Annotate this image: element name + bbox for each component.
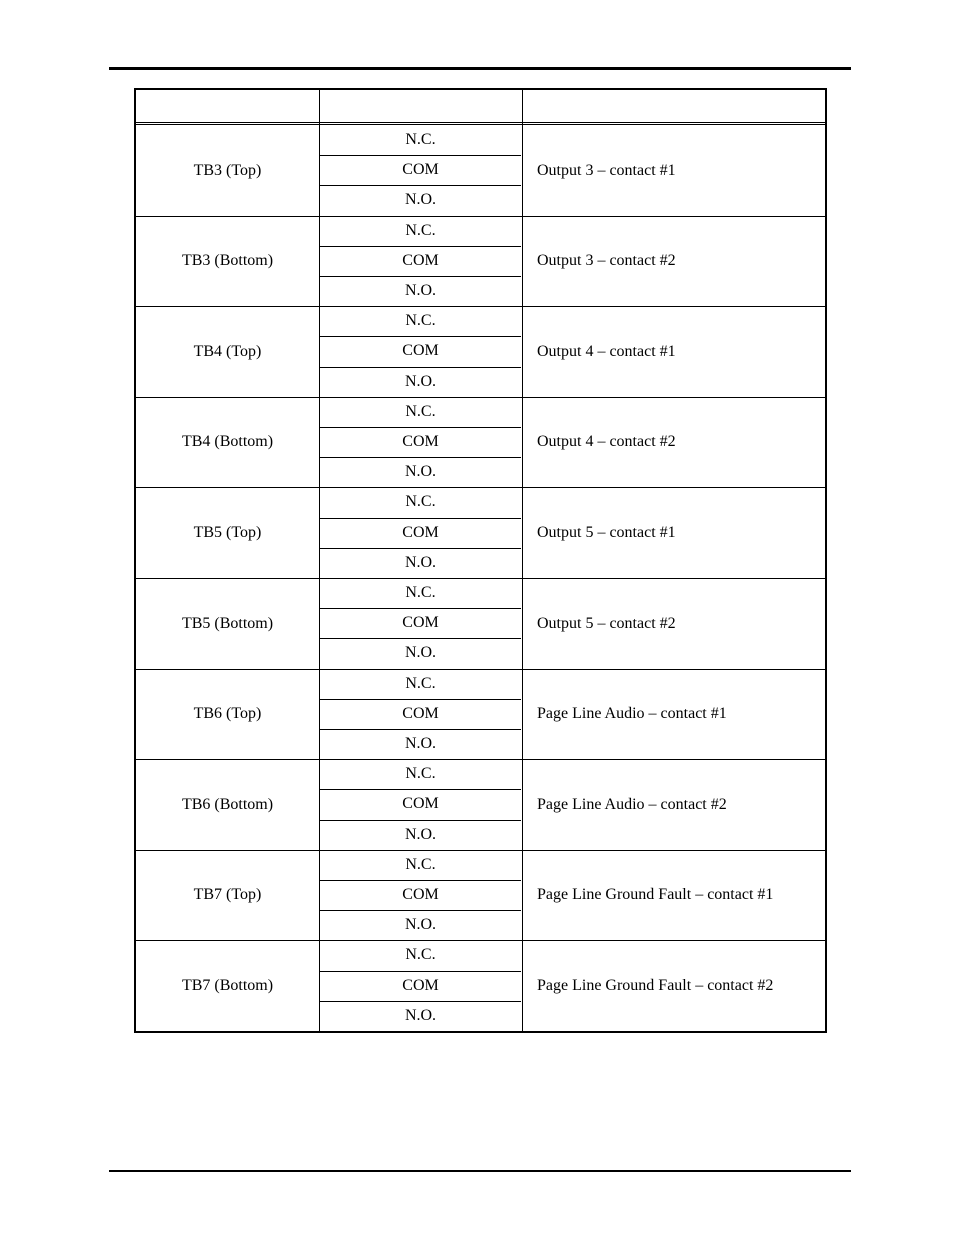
contact-cell: N.C. xyxy=(405,946,436,964)
contact-cell: N.O. xyxy=(404,553,437,571)
description-cell: Page Line Audio – contact #2 xyxy=(537,795,727,813)
contact-cell: N.C. xyxy=(405,312,436,330)
contact-cell: COM xyxy=(402,885,439,903)
contact-divider xyxy=(320,246,521,247)
contact-cell: COM xyxy=(402,251,439,269)
contact-cell: COM xyxy=(402,432,439,450)
contact-divider xyxy=(320,971,521,972)
contact-divider xyxy=(320,820,521,821)
contact-cell: N.C. xyxy=(405,493,436,511)
table-row xyxy=(136,487,825,578)
contact-cell: COM xyxy=(402,614,439,632)
table-header-row xyxy=(136,90,825,122)
terminal-table xyxy=(134,88,827,1033)
contact-cell: N.O. xyxy=(404,281,437,299)
contact-divider xyxy=(320,155,521,156)
contact-cell: N.O. xyxy=(404,463,437,481)
contact-cell: N.O. xyxy=(404,644,437,662)
contact-cell: N.C. xyxy=(405,674,436,692)
terminal-cell: TB6 (Bottom) xyxy=(181,795,274,813)
table-row xyxy=(136,306,825,397)
contact-divider xyxy=(320,457,521,458)
contact-cell: COM xyxy=(402,704,439,722)
table-row xyxy=(136,850,825,941)
contact-divider xyxy=(320,185,521,186)
description-cell: Output 3 – contact #1 xyxy=(537,161,676,179)
contact-cell: COM xyxy=(402,523,439,541)
contact-divider xyxy=(320,427,521,428)
contact-cell: N.C. xyxy=(405,855,436,873)
contact-cell: N.O. xyxy=(404,734,437,752)
terminal-cell: TB5 (Bottom) xyxy=(181,614,274,632)
contact-cell: N.C. xyxy=(405,221,436,239)
footer-rule xyxy=(109,1170,851,1172)
contact-divider xyxy=(320,910,521,911)
terminal-cell: TB4 (Top) xyxy=(193,342,262,360)
contact-cell: N.C. xyxy=(405,584,436,601)
terminal-cell: TB7 (Top) xyxy=(193,886,262,904)
description-cell: Output 4 – contact #2 xyxy=(537,433,676,451)
contact-cell: N.O. xyxy=(404,191,437,209)
contact-cell: N.O. xyxy=(404,825,437,843)
header-cell-description xyxy=(521,90,825,122)
contact-divider xyxy=(320,1001,521,1002)
contact-divider xyxy=(320,367,521,368)
contact-cell: N.O. xyxy=(404,916,437,934)
terminal-cell: TB3 (Top) xyxy=(193,161,262,179)
description-cell: Page Line Ground Fault – contact #2 xyxy=(537,976,774,994)
description-cell: Output 4 – contact #1 xyxy=(537,342,676,360)
contact-divider xyxy=(320,276,521,277)
contact-divider xyxy=(320,699,521,700)
table-row xyxy=(136,669,825,760)
contact-cell: N.C. xyxy=(405,402,436,420)
description-cell: Output 5 – contact #1 xyxy=(537,523,676,541)
contact-divider xyxy=(320,789,521,790)
terminal-cell: TB7 (Bottom) xyxy=(181,976,274,994)
terminal-cell: TB4 (Bottom) xyxy=(181,433,274,451)
description-cell: Output 5 – contact #2 xyxy=(537,614,676,632)
table-row xyxy=(136,940,825,1031)
contact-divider xyxy=(320,548,521,549)
description-cell: Output 3 – contact #2 xyxy=(537,252,676,270)
header-cell-terminal xyxy=(136,90,319,122)
description-cell: Page Line Ground Fault – contact #1 xyxy=(537,886,774,904)
contact-divider xyxy=(320,880,521,881)
contact-divider xyxy=(320,638,521,639)
contact-divider xyxy=(320,729,521,730)
table-row xyxy=(136,216,825,307)
terminal-cell: TB5 (Top) xyxy=(193,523,262,541)
table-row xyxy=(136,125,825,216)
contact-cell: COM xyxy=(402,976,439,994)
table-row xyxy=(136,759,825,850)
header-rule xyxy=(109,67,851,70)
contact-cell: COM xyxy=(402,795,439,813)
contact-cell: N.C. xyxy=(405,131,436,148)
table-row xyxy=(136,397,825,488)
contact-divider xyxy=(320,336,521,337)
contact-cell: COM xyxy=(402,161,439,179)
description-cell: Page Line Audio – contact #1 xyxy=(537,705,727,723)
terminal-cell: TB6 (Top) xyxy=(193,705,262,723)
terminal-cell: TB3 (Bottom) xyxy=(181,252,274,270)
contact-divider xyxy=(320,608,521,609)
contact-cell: N.C. xyxy=(405,765,436,783)
contact-cell: N.O. xyxy=(404,1006,437,1024)
contact-cell: COM xyxy=(402,342,439,360)
header-cell-contact xyxy=(320,90,521,122)
contact-divider xyxy=(320,518,521,519)
table-row xyxy=(136,578,825,669)
contact-cell: N.O. xyxy=(404,372,437,390)
